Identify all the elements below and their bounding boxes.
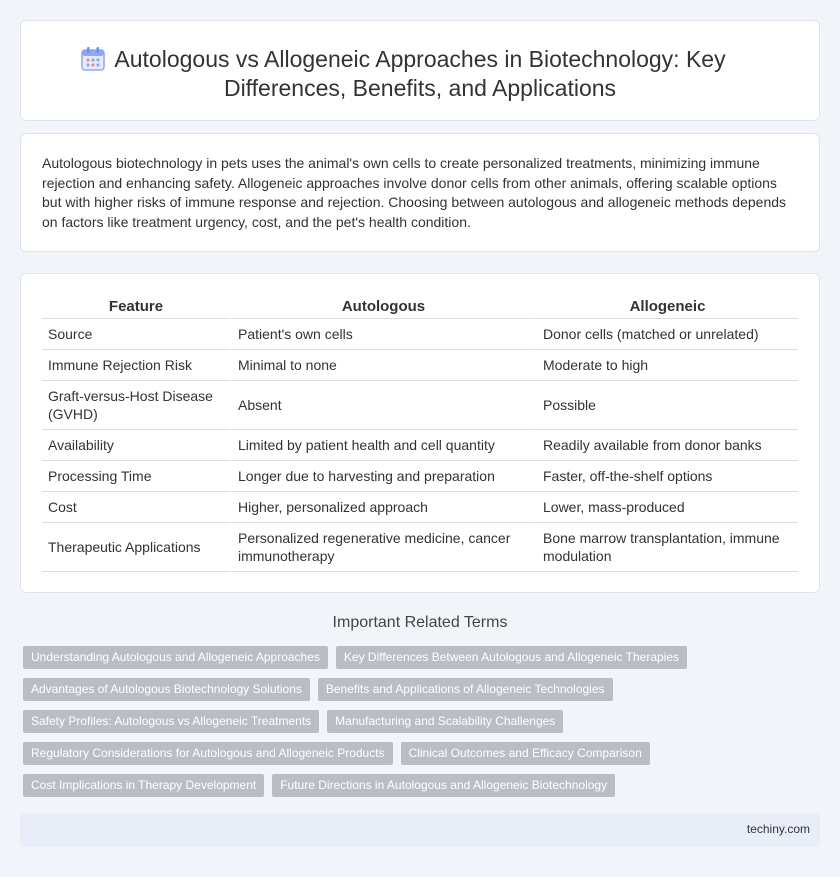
autologous-cell: Longer due to harvesting and preparation xyxy=(230,461,535,492)
related-terms-title: Important Related Terms xyxy=(332,614,508,631)
header-autologous: Autologous xyxy=(230,296,535,319)
tag-row xyxy=(23,774,823,797)
comparison-table-card xyxy=(20,273,820,593)
related-term-tag[interactable]: Advantages of Autologous Biotechnology Solutions xyxy=(23,678,310,701)
feature-cell: Graft-versus-Host Disease (GVHD) xyxy=(42,381,230,430)
allogeneic-cell: Possible xyxy=(535,381,798,430)
autologous-cell: Higher, personalized approach xyxy=(230,492,535,523)
related-term-tag[interactable]: Safety Profiles: Autologous vs Allogeneic Treatments xyxy=(23,710,319,733)
table-row xyxy=(42,461,798,492)
autologous-cell: Patient's own cells xyxy=(230,319,535,350)
table-row xyxy=(42,430,798,461)
table-header-row xyxy=(42,296,798,319)
related-term-tag[interactable]: Regulatory Considerations for Autologous and Allogeneic Products xyxy=(23,742,393,765)
tag-row xyxy=(23,742,823,765)
related-term-tag[interactable]: Future Directions in Autologous and Allogeneic Biotechnology xyxy=(272,774,615,797)
feature-cell: Source xyxy=(42,319,230,350)
table-row xyxy=(42,381,798,430)
table-row xyxy=(42,492,798,523)
related-term-tag[interactable]: Cost Implications in Therapy Development xyxy=(23,774,264,797)
allogeneic-cell: Moderate to high xyxy=(535,350,798,381)
allogeneic-cell: Readily available from donor banks xyxy=(535,430,798,461)
related-term-tag[interactable]: Clinical Outcomes and Efficacy Comparison xyxy=(401,742,650,765)
comparison-table xyxy=(42,296,798,572)
related-terms-list xyxy=(23,646,823,806)
table-row xyxy=(42,523,798,572)
site-link[interactable]: techiny.com xyxy=(746,822,810,836)
related-term-tag[interactable]: Key Differences Between Autologous and Allogeneic Therapies xyxy=(336,646,687,669)
feature-cell: Processing Time xyxy=(42,461,230,492)
feature-cell: Immune Rejection Risk xyxy=(42,350,230,381)
related-term-tag[interactable]: Manufacturing and Scalability Challenges xyxy=(327,710,563,733)
feature-cell: Cost xyxy=(42,492,230,523)
footer xyxy=(20,813,820,847)
autologous-cell: Limited by patient health and cell quantity xyxy=(230,430,535,461)
related-term-tag[interactable]: Understanding Autologous and Allogeneic Approaches xyxy=(23,646,328,669)
allogeneic-cell: Donor cells (matched or unrelated) xyxy=(535,319,798,350)
header-feature: Feature xyxy=(42,296,230,319)
tag-row xyxy=(23,678,823,701)
header-allogeneic: Allogeneic xyxy=(535,296,798,319)
page-title: Autologous vs Allogeneic Approaches in Biotechnology: Key Differences, Benefits, and Applications xyxy=(114,46,726,101)
intro-paragraph: Autologous biotechnology in pets uses the animal's own cells to create personalized treatments, minimizing immune rejection and enhancing safety. Allogeneic approaches involve donor cells from other animals, offering scalable options but with higher risks of immune response and rejection. Choosing between autologous and allogeneic methods depends on factors like treatment urgency, cost, and the pet's health condition. xyxy=(42,155,787,230)
table-row xyxy=(42,319,798,350)
allogeneic-cell: Lower, mass-produced xyxy=(535,492,798,523)
related-term-tag[interactable]: Benefits and Applications of Allogeneic Technologies xyxy=(318,678,613,701)
autologous-cell: Personalized regenerative medicine, cancer immunotherapy xyxy=(230,523,535,572)
tag-row xyxy=(23,646,823,669)
intro-card xyxy=(20,133,820,252)
autologous-cell: Absent xyxy=(230,381,535,430)
feature-cell: Availability xyxy=(42,430,230,461)
allogeneic-cell: Bone marrow transplantation, immune modulation xyxy=(535,523,798,572)
tag-row xyxy=(23,710,823,733)
allogeneic-cell: Faster, off-the-shelf options xyxy=(535,461,798,492)
feature-cell: Therapeutic Applications xyxy=(42,523,230,572)
title-card xyxy=(20,20,820,121)
table-row xyxy=(42,350,798,381)
autologous-cell: Minimal to none xyxy=(230,350,535,381)
